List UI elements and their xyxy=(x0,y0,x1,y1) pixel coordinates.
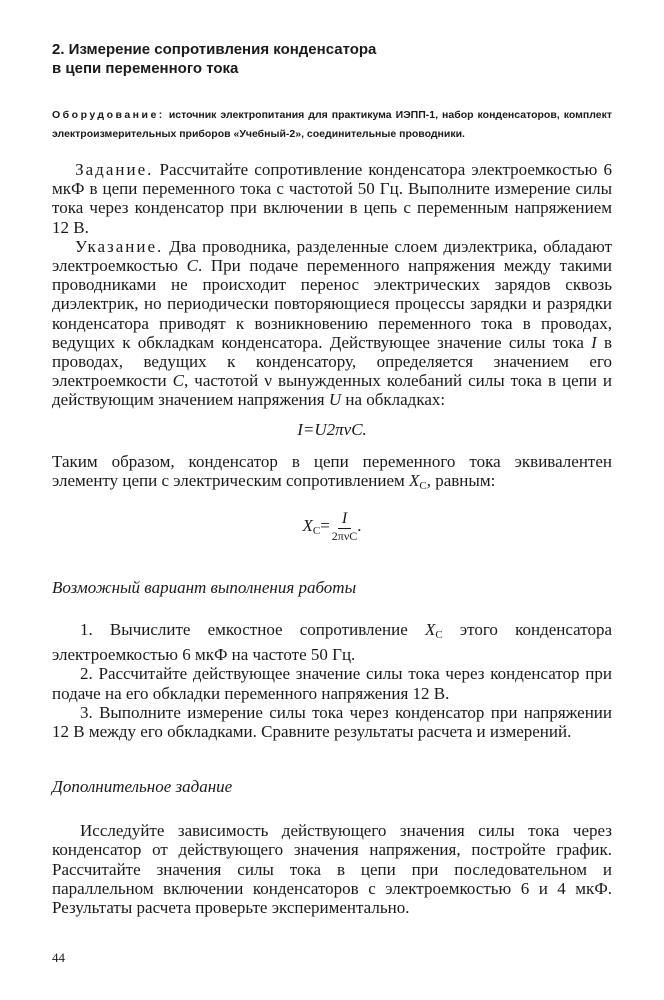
formula-numerator: I xyxy=(338,510,351,529)
extra-paragraph: Исследуйте зависимость действующего значения силы тока через конденсатор от действующего значения напряжения, постройте график. Рассчитайте значения силы тока в цепи при последовательном и параллельном включении конденсаторов с электроемкостью 6 и 4 мкФ. Результаты расчета проверьте экспериментально. xyxy=(52,821,612,918)
hint-var-u: U xyxy=(328,390,342,410)
task-label: Задание. xyxy=(75,160,154,179)
hint-paragraph xyxy=(52,237,612,410)
formula-fraction xyxy=(332,510,358,544)
variant-step-1-a: 1. Вычислите емкостное сопротивление xyxy=(80,620,425,640)
conclusion-text-1: Таким образом, конденсатор в цепи переменного тока эквивалентен элементу цепи с электрическим сопротивлением xyxy=(52,451,612,490)
hint-label: Указание. xyxy=(74,236,164,256)
formula-lhs-sub: C xyxy=(312,524,321,537)
variant-step-1 xyxy=(52,620,612,664)
equipment-paragraph xyxy=(52,106,612,144)
task-text: Рассчитайте сопротивление конденсатора электроемкостью 6 мкФ в цепи переменного тока с частотой 50 Гц. Выполните измерение силы тока через конденсатор при включении в цепь с переменным напряжением 12 В. xyxy=(52,160,613,237)
conclusion-text-2: , равным: xyxy=(426,470,496,490)
formula-equals: = xyxy=(320,515,330,535)
page-content xyxy=(52,40,612,917)
extra-heading: Дополнительное задание xyxy=(52,777,233,797)
equipment-label: Оборудование: xyxy=(52,109,165,121)
formula-reactance xyxy=(52,510,612,544)
variant-step-3: 3. Выполните измерение силы тока через конденсатор при напряжении 12 В между его обкладками. Сравните результаты расчета и измерений. xyxy=(52,702,612,742)
hint-text-4: , частотой ν вынужденных колебаний силы тока в цепи и действующим значением напряжения xyxy=(52,371,613,410)
section-title-line2: в цепи переменного тока xyxy=(52,60,239,77)
page-number: 44 xyxy=(52,950,65,965)
hint-text-1: Два проводника, разделенные слоем диэлектрика, обладают электроемкостью xyxy=(52,236,613,276)
hint-text-5: на обкладках: xyxy=(341,390,446,410)
hint-text-3: в проводах, ведущих к конденсатору, определяется значением его электроемкости xyxy=(52,332,612,391)
conclusion-paragraph xyxy=(52,452,612,496)
hint-text-2: . При подаче переменного напряжения между такими проводниками не происходит перенос электрических зарядов сквозь диэлектрик, но периодически повторяющиеся процессы зарядки и разрядки конденсатора приводят к возникновению переменного тока в проводах, ведущих к обкладкам конденсатора. Действующее значение силы тока xyxy=(52,256,612,352)
variant-heading: Возможный вариант выполнения работы xyxy=(52,578,357,598)
conclusion-sub-c: C xyxy=(419,479,427,492)
variant-step-1-b: этого конденсатора электроемкостью 6 мкФ на частоте 50 Гц. xyxy=(52,620,612,665)
conclusion-var-x: X xyxy=(409,470,420,490)
task-paragraph xyxy=(52,160,612,237)
formula-current: I=U2πνC. xyxy=(297,419,367,439)
variant-step-1-sub: C xyxy=(435,629,443,642)
equipment-text: источник электропитания для практикума ИЭПП-1, набор конденсаторов, комплект электроизмерительных приборов «Учебный-2», соединительные проводники. xyxy=(52,109,612,140)
variant-step-1-x: X xyxy=(424,620,436,640)
hint-var-c2: C xyxy=(172,371,184,391)
hint-var-c1: C xyxy=(186,256,198,276)
formula-end: . xyxy=(357,515,362,535)
formula-denominator: 2πνC xyxy=(331,529,358,544)
section-title-line1: 2. Измерение сопротивления конденсатора xyxy=(52,41,377,58)
formula-lhs-x: X xyxy=(302,515,313,535)
variant-step-2: 2. Рассчитайте действующее значение силы тока через конденсатор при подаче на его обкладки переменного напряжения 12 В. xyxy=(52,664,612,703)
section-title xyxy=(52,40,612,78)
hint-var-i: I xyxy=(591,332,597,352)
